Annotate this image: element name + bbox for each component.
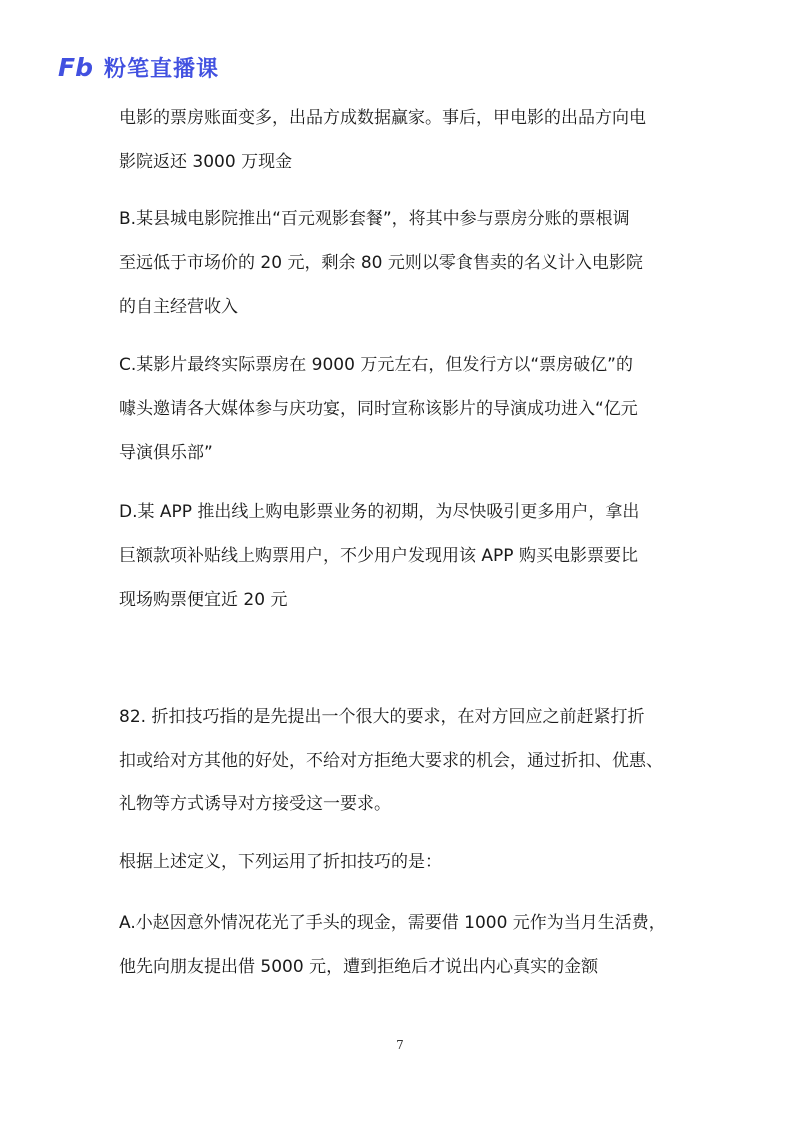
brand-header xyxy=(58,52,219,82)
page-number: 7 xyxy=(396,1038,404,1052)
brand-title: 粉笔直播课 xyxy=(104,56,220,82)
text-line: 的自主经营收入 xyxy=(119,297,238,317)
text-line: 噱头邀请各大媒体参与庆功宴，同时宣称该影片的导演成功进入“亿元 xyxy=(119,399,638,419)
fenbi-logo-icon xyxy=(58,54,96,80)
option-d-line: D.某 APP 推出线上购电影票业务的初期，为尽快吸引更多用户，拿出 xyxy=(119,502,640,522)
question-prompt: 根据上述定义，下列运用了折扣技巧的是： xyxy=(119,852,442,872)
text-line: 他先向朋友提出借 5000 元，遭到拒绝后才说出内心真实的金额 xyxy=(119,957,599,977)
text-line: 扣或给对方其他的好处，不给对方拒绝大要求的机会，通过折扣、优惠、 xyxy=(119,751,663,771)
text-line: 巨额款项补贴线上购票用户，不少用户发现用该 APP 购买电影票要比 xyxy=(119,546,638,566)
text-line: 现场购票便宜近 20 元 xyxy=(119,590,288,610)
text-line: 导演俱乐部” xyxy=(119,443,213,463)
text-line: 至远低于市场价的 20 元，剩余 80 元则以零食售卖的名义计入电影院 xyxy=(119,253,643,273)
svg-text:Fb: Fb xyxy=(58,54,93,80)
text-line: 电影的票房账面变多，出品方成数据赢家。事后，甲电影的出品方向电 xyxy=(119,108,646,128)
option-a-line: A.小赵因意外情况花光了手头的现金，需要借 1000 元作为当月生活费， xyxy=(119,913,666,933)
option-c-line: C.某影片最终实际票房在 9000 万元左右，但发行方以“票房破亿”的 xyxy=(119,355,633,375)
text-line: 影院返还 3000 万现金 xyxy=(119,152,293,172)
text-line: 礼物等方式诱导对方接受这一要求。 xyxy=(119,794,391,814)
option-b-line: B.某县城电影院推出“百元观影套餐”，将其中参与票房分账的票根调 xyxy=(119,209,630,229)
question-82-line: 82. 折扣技巧指的是先提出一个很大的要求，在对方回应之前赶紧打折 xyxy=(119,707,645,727)
